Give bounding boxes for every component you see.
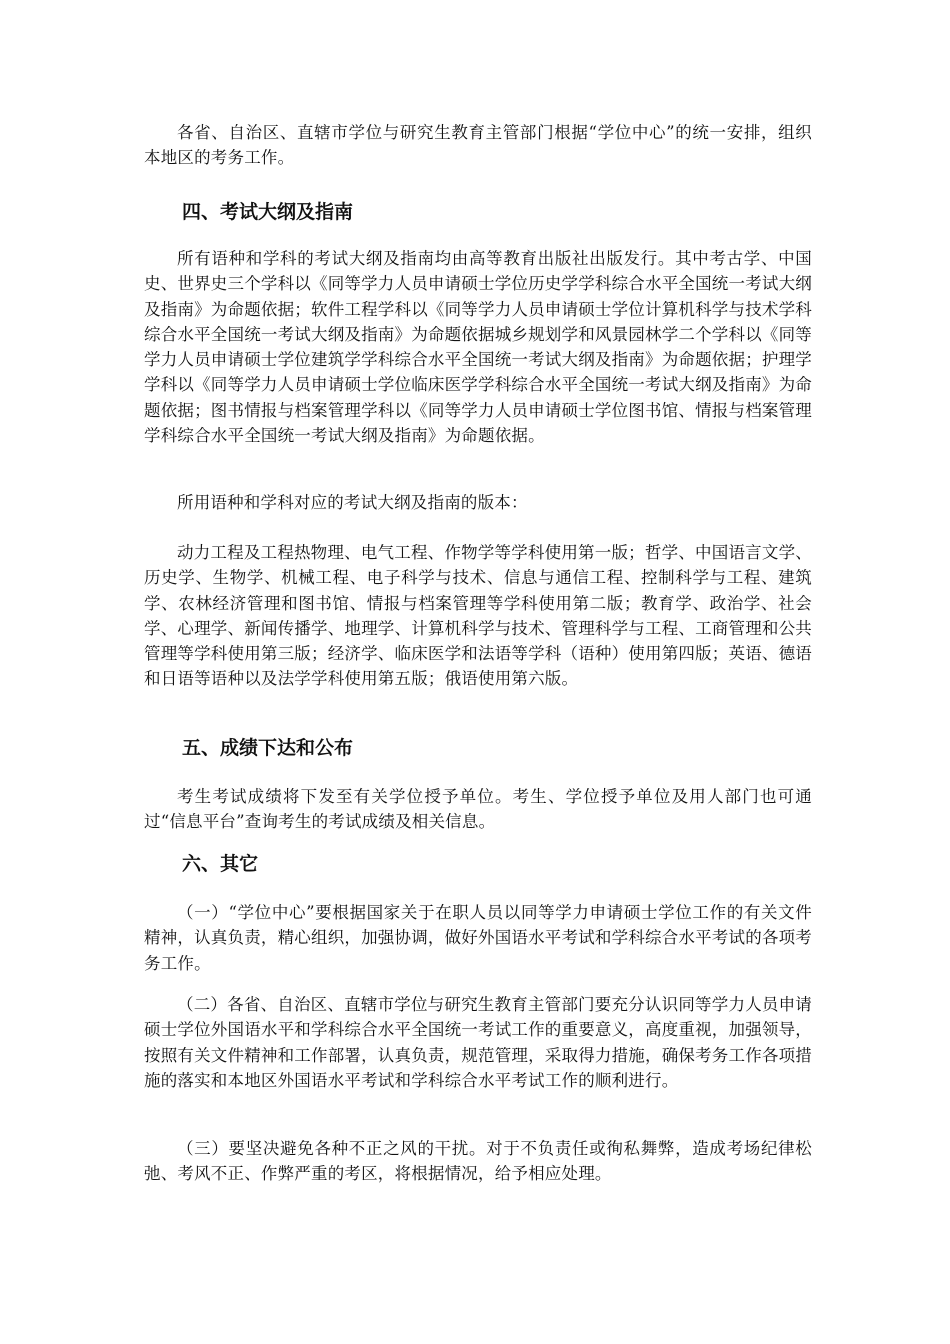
paragraph-syllabus-basis: 所有语种和学科的考试大纲及指南均由高等教育出版社出版发行。其中考古学、中国史、世界史三个学科以《同等学力人员申请硕士学位历史学学科综合水平全国统一考试大纲及指南》为命题依据；软件工程学科以《同等学力人员申请硕士学位计算机科学与技术学科综合水平全国统一考试大纲及指南》为命题依据城乡规划学和风景园林学二个学科以《同等学力人员申请硕士学位建筑学学科综合水平全国统一考试大纲及指南》为命题依据；护理学学科以《同等学力人员申请硕士学位临床医学学科综合水平全国统一考试大纲及指南》为命题依据；图书情报与档案管理学科以《同等学力人员申请硕士学位图书馆、情报与档案管理学科综合水平全国统一考试大纲及指南》为命题依据。 [144, 249, 812, 446]
paragraph-version-intro: 所用语种和学科对应的考试大纲及指南的版本： [177, 493, 528, 512]
paragraph-version-list: 动力工程及工程热物理、电气工程、作物学等学科使用第一版；哲学、中国语言文学、历史学、生物学、机械工程、电子科学与技术、信息与通信工程、控制科学与工程、建筑学、农林经济管理和图书馆、情报与档案管理等学科使用第二版；教育学、政治学、社会学、心理学、新闻传播学、地理学、计算机科学与技术、管理科学与工程、工商管理和公共管理等学科使用第三版；经济学、临床医学和法语等学科（语种）使用第四版；英语、德语和日语等语种以及法学学科使用第五版；俄语使用第六版。 [144, 543, 812, 689]
paragraph-score-release: 考生考试成绩将下发至有关学位授予单位。考生、学位授予单位及用人部门也可通过“信息平台”查询考生的考试成绩及相关信息。 [144, 787, 812, 832]
paragraph-other-3: （三）要坚决避免各种不正之风的干扰。对于不负责任或徇私舞弊，造成考场纪律松弛、考风不正、作弊严重的考区，将根据情况，给予相应处理。 [144, 1139, 812, 1184]
heading-section-4: 四、考试大纲及指南 [182, 201, 354, 223]
heading-section-5: 五、成绩下达和公布 [182, 737, 354, 759]
heading-section-6: 六、其它 [182, 853, 259, 875]
paragraph-arrangement: 各省、自治区、直辖市学位与研究生教育主管部门根据“学位中心”的统一安排，组织本地区的考务工作。 [144, 123, 812, 168]
paragraph-other-2: （二）各省、自治区、直辖市学位与研究生教育主管部门要充分认识同等学力人员申请硕士学位外国语水平和学科综合水平全国统一考试工作的重要意义，高度重视，加强领导，按照有关文件精神和工作部署，认真负责，规范管理，采取得力措施，确保考务工作各项措施的落实和本地区外国语水平考试和学科综合水平考试工作的顺利进行。 [144, 995, 812, 1090]
paragraph-other-1: （一）“学位中心”要根据国家关于在职人员以同等学力申请硕士学位工作的有关文件精神，认真负责，精心组织，加强协调，做好外国语水平考试和学科综合水平考试的各项考务工作。 [144, 903, 812, 973]
